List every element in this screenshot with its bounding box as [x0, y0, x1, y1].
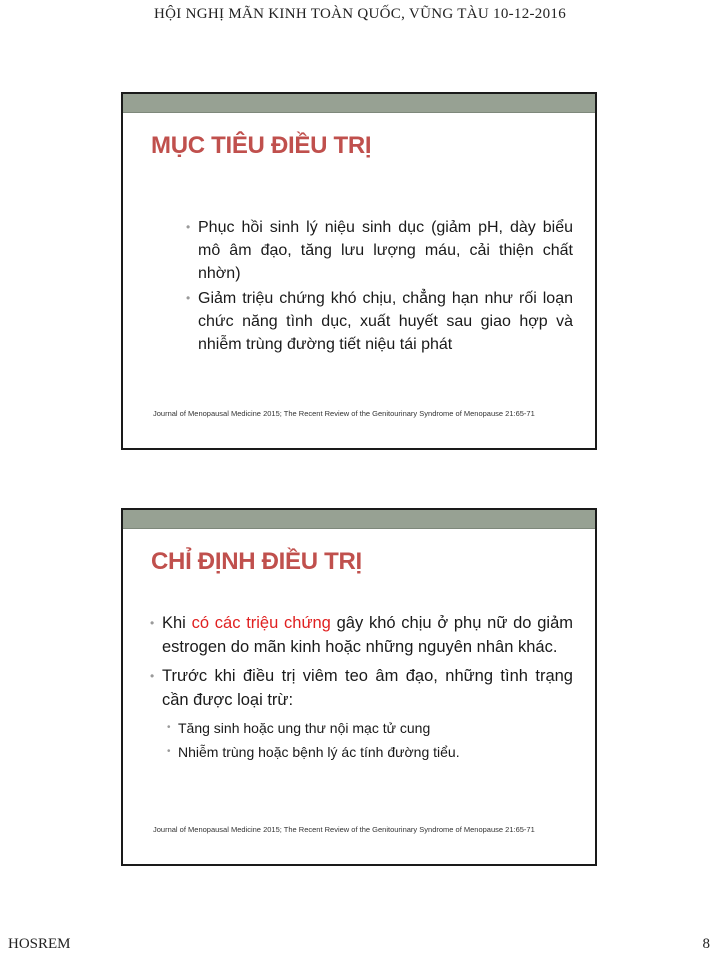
- slide-title-bar: [123, 510, 595, 529]
- bullet-item: [186, 287, 573, 356]
- slide-title: CHỈ ĐỊNH ĐIỀU TRỊ: [151, 548, 362, 575]
- bullet-dot-icon: •: [167, 722, 171, 733]
- bullet-text: Nhiễm trùng hoặc bệnh lý ác tính đường tiểu.: [178, 744, 460, 760]
- bullet-text: Khi: [162, 614, 192, 632]
- slide-indications: [121, 508, 597, 866]
- slide-title-bar: [123, 94, 595, 113]
- bullet-text: Giảm triệu chứng khó chịu, chẳng hạn như rối loạn chức năng tình dục, xuất huyết sau giao hợp và nhiễm trùng đường tiết niệu tái phát: [198, 290, 573, 353]
- bullet-item: [186, 216, 573, 285]
- bullet-text: Phục hồi sinh lý niệu sinh dục (giảm pH, dày biểu mô âm đạo, tăng lưu lượng máu, cải thiện chất nhờn): [198, 219, 573, 282]
- slide-goals: [121, 92, 597, 450]
- bullet-text: gây khó chịu ở phụ nữ do giảm estrogen do mãn kinh hoặc những nguyên nhân khác.: [162, 614, 573, 656]
- bullet-list: [186, 216, 573, 358]
- page-number: 8: [702, 936, 710, 952]
- bullet-dot-icon: •: [186, 220, 191, 234]
- highlighted-text: có các triệu chứng: [191, 614, 331, 632]
- bullet-item: [150, 612, 573, 659]
- bullet-dot-icon: •: [186, 291, 191, 305]
- page-header: HỘI NGHỊ MÃN KINH TOÀN QUỐC, VŨNG TÀU 10-12-2016: [153, 6, 567, 22]
- sub-bullet-item: [167, 742, 573, 762]
- bullet-dot-icon: •: [150, 669, 155, 683]
- slide-title: MỤC TIÊU ĐIỀU TRỊ: [151, 132, 372, 159]
- bullet-dot-icon: •: [167, 746, 171, 757]
- footer-brand: HOSREM: [8, 936, 71, 952]
- bullet-text: Trước khi điều trị viêm teo âm đạo, những tình trạng cần được loại trừ:: [162, 667, 573, 709]
- bullet-dot-icon: •: [150, 616, 155, 630]
- bullet-text: Tăng sinh hoặc ung thư nội mạc tử cung: [178, 720, 431, 736]
- bullet-item: [150, 665, 573, 712]
- sub-bullet-item: [167, 718, 573, 738]
- citation: Journal of Menopausal Medicine 2015; The Recent Review of the Genitourinary Syndrome of Menopause 21:65-71: [153, 409, 535, 418]
- citation: Journal of Menopausal Medicine 2015; The Recent Review of the Genitourinary Syndrome of Menopause 21:65-71: [153, 825, 535, 834]
- bullet-list: [150, 612, 573, 766]
